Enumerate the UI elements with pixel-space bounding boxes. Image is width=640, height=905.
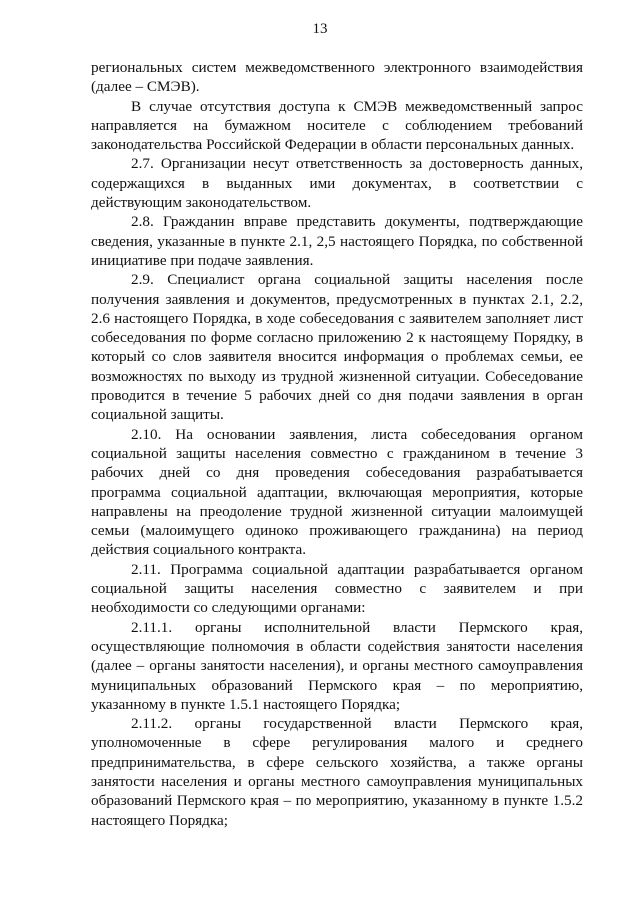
paragraph: региональных систем межведомственного электронного взаимодействия (далее – СМЭВ). [91, 59, 583, 96]
page-number: 13 [312, 21, 328, 37]
document-body [91, 58, 583, 830]
paragraph: 2.10. На основании заявления, листа собеседования органом социальной защиты населения совместно с гражданином в течение 3 рабочих дней со дня проведения собеседования разрабатывается программа социальной адаптации, включающая мероприятия, которые направлены на преодоление трудной жизненной ситуации малоимущей семьи (малоимущего одиноко проживающего гражданина) на период действия социального контракта. [91, 425, 583, 559]
paragraph: 2.11.2. органы государственной власти Пермского края, уполномоченные в сфере регулирования малого и среднего предпринимательства, в сфере сельского хозяйства, а также органы занятости населения и органы местного самоуправления муниципальных образований Пермского края – по мероприятию, указанному в пункте 1.5.2 настоящего Порядка; [91, 715, 583, 829]
paragraph: 2.11. Программа социальной адаптации разрабатывается органом социальной защиты населения совместно с заявителем и при необходимости со следующими органами: [91, 560, 583, 617]
paragraph: 2.7. Организации несут ответственность за достоверность данных, содержащихся в выданных ими документах, в соответствии с действующим законодательством. [91, 155, 583, 212]
paragraph: 2.9. Специалист органа социальной защиты населения после получения заявления и документов, предусмотренных в пунктах 2.1, 2.2, 2.6 настоящего Порядка, в ходе собеседования с заявителем заполняет лист собеседования по форме согласно приложению 2 к настоящему Порядку, в который со слов заявителя вносится информация о проблемах семьи, ее возможностях по выходу из трудной жизненной ситуации. Собеседование проводится в течение 5 рабочих дней со дня подачи заявления в орган социальной защиты. [91, 271, 583, 424]
paragraph: 2.11.1. органы исполнительной власти Пермского края, осуществляющие полномочия в области содействия занятости населения (далее – органы занятости населения), и органы местного самоуправления муниципальных образований Пермского края – по мероприятию, указанному в пункте 1.5.1 настоящего Порядка; [91, 618, 583, 713]
paragraph: В случае отсутствия доступа к СМЭВ межведомственный запрос направляется на бумажном носителе с соблюдением требований законодательства Российской Федерации в области персональных данных. [91, 97, 583, 154]
paragraph: 2.8. Гражданин вправе представить документы, подтверждающие сведения, указанные в пункте 2.1, 2,5 настоящего Порядка, по собственной инициативе при подаче заявления. [91, 213, 583, 269]
